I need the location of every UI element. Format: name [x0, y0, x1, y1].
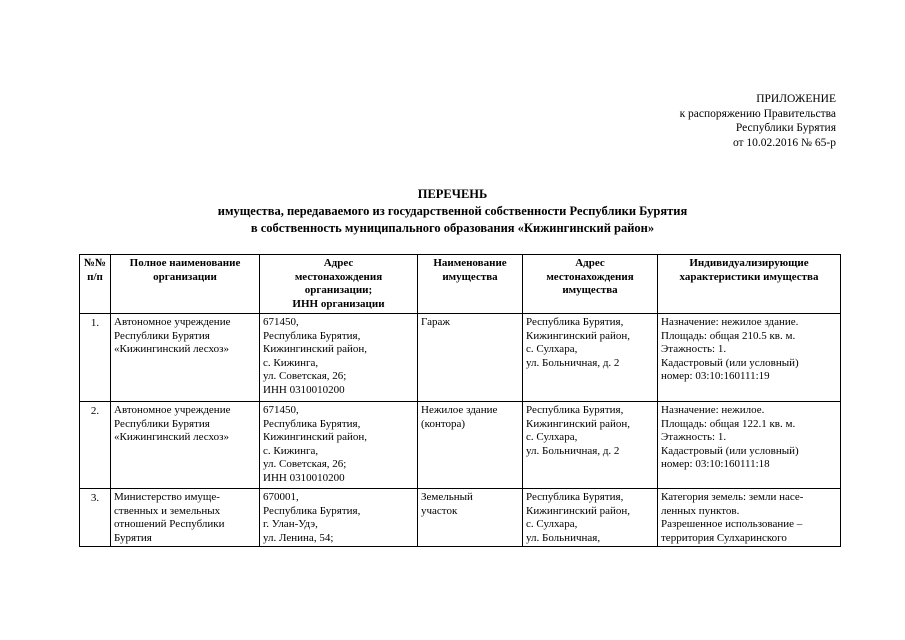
table-header-row [80, 255, 841, 314]
header-characteristics: Индивидуализирующие характеристики имущества [658, 255, 841, 314]
row-number: 2. [80, 402, 111, 489]
characteristics-cell: Назначение: нежилое здание. Площадь: общая 210.5 кв. м. Этажность: 1. Кадастровый (или условный) номер: 03:10:160111:19 [658, 314, 841, 402]
header-organization-address: Адрес местонахождения организации; ИНН организации [260, 255, 418, 314]
organization-address-cell: 671450, Республика Бурятия, Кижингинский район, с. Кижинга, ул. Советская, 26; ИНН 0310010200 [260, 314, 418, 402]
property-name-cell: Земельный участок [418, 489, 523, 547]
table-row [80, 489, 841, 547]
document-heading [0, 186, 905, 237]
characteristics-cell: Категория земель: земли насе- ленных пунктов. Разрешенное использование – территория Сулхаринского [658, 489, 841, 547]
property-address-cell: Республика Бурятия, Кижингинский район, с. Сулхара, ул. Больничная, [523, 489, 658, 547]
table-row [80, 402, 841, 489]
characteristics-cell: Назначение: нежилое. Площадь: общая 122.1 кв. м. Этажность: 1. Кадастровый (или условный) номер: 03:10:160111:18 [658, 402, 841, 489]
appendix-org: Республики Бурятия [735, 122, 836, 134]
table-row [80, 314, 841, 402]
row-number: 1. [80, 314, 111, 402]
document-subtitle-line2: в собственность муниципального образования «Кижингинский район» [250, 221, 655, 235]
organization-cell: Автономное учреждение Республики Бурятия «Кижингинский лесхоз» [111, 402, 260, 489]
property-address-cell: Республика Бурятия, Кижингинский район, с. Сулхара, ул. Больничная, д. 2 [523, 314, 658, 402]
header-property-address: Адрес местонахождения имущества [523, 255, 658, 314]
appendix-title: ПРИЛОЖЕНИЕ [756, 93, 836, 105]
header-number: №№ п/п [80, 255, 111, 314]
appendix-block [680, 92, 836, 150]
organization-address-cell: 670001, Республика Бурятия, г. Улан-Удэ, ул. Ленина, 54; [260, 489, 418, 547]
header-property-name: Наименование имущества [418, 255, 523, 314]
document-title: ПЕРЕЧЕНЬ [417, 187, 488, 201]
document-subtitle-line1: имущества, передаваемого из государственной собственности Республики Бурятия [217, 204, 688, 218]
row-number: 3. [80, 489, 111, 547]
header-organization: Полное наименование организации [111, 255, 260, 314]
appendix-ref: к распоряжению Правительства [679, 107, 836, 120]
property-name-cell: Нежилое здание (контора) [418, 402, 523, 489]
organization-cell: Автономное учреждение Республики Бурятия «Кижингинский лесхоз» [111, 314, 260, 402]
property-name-cell: Гараж [418, 314, 523, 402]
property-address-cell: Республика Бурятия, Кижингинский район, с. Сулхара, ул. Больничная, д. 2 [523, 402, 658, 489]
organization-address-cell: 671450, Республика Бурятия, Кижингинский район, с. Кижинга, ул. Советская, 26; ИНН 0310010200 [260, 402, 418, 489]
organization-cell: Министерство имуще- ственных и земельных отношений Республики Бурятия [111, 489, 260, 547]
appendix-date: от 10.02.2016 № 65-р [732, 136, 836, 149]
property-table [79, 254, 841, 547]
